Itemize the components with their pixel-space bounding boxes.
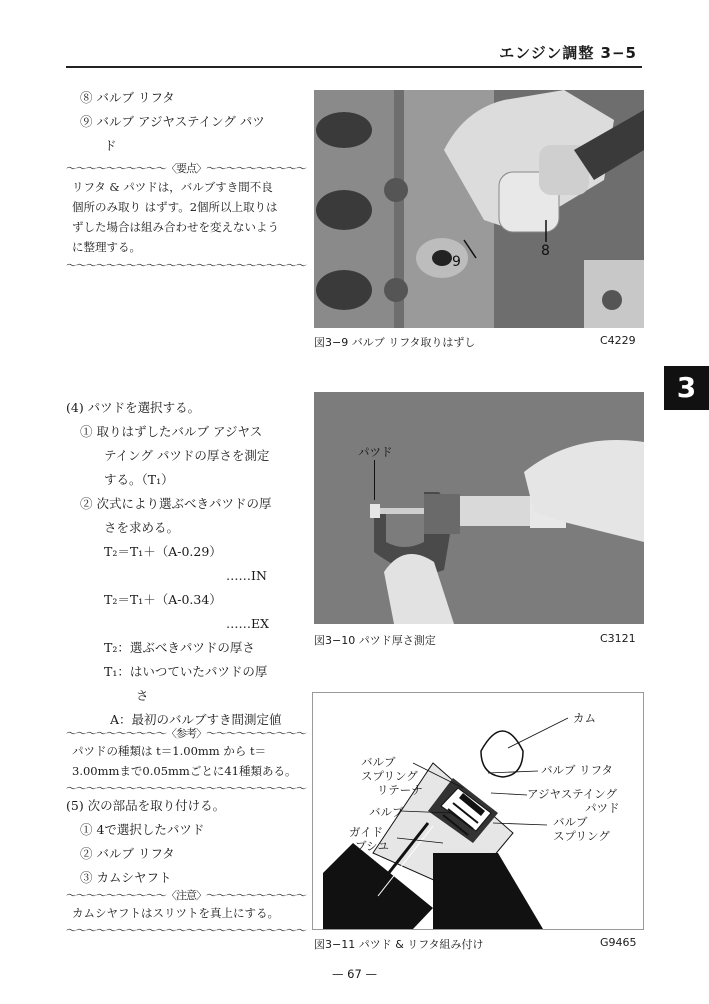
step4-line: テイング パツドの厚さを測定 (104, 448, 270, 463)
diagram-label-line: バルブ (361, 755, 396, 769)
note-label-caution: 〈注意〉 (166, 889, 206, 902)
note-divider-key-points: ～～～～～～～～～～〈要点〉～～～～～～～～～～ (66, 162, 306, 175)
item-valve-lifter: ⑧ バルブ リフタ (80, 90, 175, 105)
chapter-tab: 3 (664, 366, 709, 410)
diagram-label-line: バルブ (553, 815, 588, 829)
photo-illustration (314, 392, 644, 624)
diagram-label-line: スプリング (361, 769, 418, 783)
diagram-label-valve-spring-retainer (361, 755, 423, 797)
photo-label-pad: パツド (358, 445, 393, 459)
header-rule (66, 66, 642, 68)
page-header-title: エンジン調整 3−5 (499, 44, 637, 62)
diagram-label-line: ブシユ (355, 839, 390, 853)
def-a: A：最初のバルブすき間測定値 (110, 712, 282, 727)
diagram-label-line: パツド (585, 801, 620, 815)
formula-in: T₂＝T₁＋（A-0.29） (104, 544, 222, 559)
diagram-label-adjusting-pad (527, 787, 620, 815)
note1-line: 個所のみ取り はずす。2個所以上取りは (72, 200, 278, 214)
note2-line: パツドの種類は t＝1.00mm から t＝ (72, 744, 267, 758)
diagram-label-valve-lifter: バルブ リフタ (541, 763, 613, 777)
formula-in-suffix: ……IN (226, 568, 267, 583)
note-divider-end: ～～～～～～～～～～～～～～～～～～～～～～～～ (66, 259, 306, 272)
photo-label-8: 8 (541, 243, 550, 259)
note3-line: カムシヤフトはスリツトを真上にする。 (72, 906, 279, 920)
step4-line: する。（T₁） (104, 472, 174, 487)
photo-pointer-line (374, 460, 375, 500)
step5-line: ① 4で選択したパツド (80, 822, 205, 837)
diagram-label-valve: バルブ (369, 805, 404, 819)
note2-line: 3.00mmまで0.05mmごとに41種類ある。 (72, 764, 297, 778)
step5-heading: (5) 次の部品を取り付ける。 (66, 798, 226, 813)
note-divider-end: ～～～～～～～～～～～～～～～～～～～～～～～～ (66, 782, 306, 795)
diagram-pad-lifter-assembly (312, 692, 644, 930)
def-t2: T₂：選ぶべきパツドの厚さ (104, 640, 255, 655)
diagram-label-line: リテーナ (377, 783, 423, 797)
step4-heading: (4) パツドを選択する。 (66, 400, 201, 415)
step4-line: ② 次式により選ぶべきパツドの厚 (80, 496, 272, 511)
photo-label-9: 9 (452, 254, 461, 270)
figure-caption-3-10: 図3−10 パツド厚さ測定 (314, 634, 436, 647)
note-divider-caution: ～～～～～～～～～～〈注意〉～～～～～～～～～～ (66, 889, 306, 902)
def-t1-cont: さ (136, 688, 149, 703)
note1-line: ずした場合は組み合わせを変えないよう (72, 220, 279, 234)
step5-line: ③ カムシヤフト (80, 870, 172, 885)
note-label-key-points: 〈要点〉 (166, 162, 206, 175)
diagram-label-line: スプリング (553, 829, 610, 843)
diagram-label-cam: カム (573, 711, 596, 725)
diagram-label-valve-spring (553, 815, 610, 843)
figure-code-3-10: C3121 (600, 632, 636, 645)
formula-ex-suffix: ……EX (226, 616, 270, 631)
note-divider-reference: ～～～～～～～～～～〈参考〉～～～～～～～～～～ (66, 727, 306, 740)
figure-caption-3-11: 図3−11 パツド & リフタ組み付け (314, 938, 484, 951)
diagram-label-line: アジヤステイング (527, 787, 618, 801)
page-number: — 67 — (332, 967, 377, 981)
note-label-reference: 〈参考〉 (166, 727, 206, 740)
step4-line: ① 取りはずしたバルブ アジヤス (80, 424, 263, 439)
formula-ex: T₂＝T₁＋（A-0.34） (104, 592, 222, 607)
figure-code-3-11: G9465 (600, 936, 637, 949)
photo-pad-thickness-measure (314, 392, 644, 624)
photo-valve-lifter-removal (314, 90, 644, 328)
step4-line: さを求める。 (104, 520, 180, 535)
diagram-label-line: ガイド (349, 825, 384, 839)
def-t1: T₁：はいつていたパツドの厚 (104, 664, 268, 679)
item-adjusting-pad: ⑨ バルブ アジヤステイング パツ (80, 114, 265, 129)
photo-illustration (314, 90, 644, 328)
diagram-label-guide-bush (349, 825, 389, 853)
figure-caption-3-9: 図3−9 バルブ リフタ取りはずし (314, 336, 476, 349)
item-adjusting-pad-cont: ド (104, 138, 117, 153)
note-divider-end: ～～～～～～～～～～～～～～～～～～～～～～～～ (66, 924, 306, 937)
note1-line: に整理する。 (72, 240, 141, 254)
note1-line: リフタ & パツドは，バルブすき間不良 (72, 180, 273, 194)
step5-line: ② バルブ リフタ (80, 846, 175, 861)
figure-code-3-9: C4229 (600, 334, 636, 347)
